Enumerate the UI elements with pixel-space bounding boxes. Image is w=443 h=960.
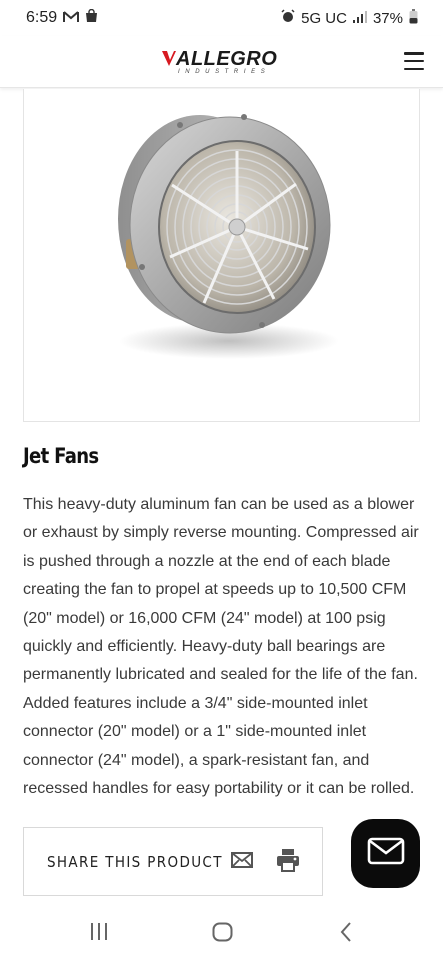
signal-icon (353, 10, 367, 27)
menu-line (404, 68, 424, 71)
hamburger-menu-icon[interactable] (404, 52, 424, 70)
allegro-logo[interactable] (162, 48, 284, 78)
mount-hole (177, 122, 183, 128)
logo-wordmark (162, 48, 277, 71)
product-description: This heavy-duty aluminum fan can be used as a blower or exhaust by simply reverse mounting. Compressed air is pushed through a nozzle at the end of each blade creating the fan to propel at speeds up to 10,500 CFM (20" model) or 16,000 CFM (24" model) at 100 psig quickly and efficiently. Heavy-duty ball bearings are permanently lubricated and sealed for the life of the fan. Added features include a 3/4" side-mounted inlet connector (20" model) or a 1" side-mounted inlet connector (24" model), a spark-resistant fan, and recessed handles for easy portability or it can be rolled. (23, 496, 419, 798)
back-icon[interactable] (340, 922, 352, 947)
logo-subtitle: INDUSTRIES (178, 69, 271, 75)
status-time: 6:59 (26, 9, 58, 26)
alarm-icon (281, 9, 295, 27)
site-header (0, 36, 443, 88)
recents-icon[interactable] (90, 922, 108, 946)
logo-v-mark (162, 48, 176, 70)
share-label: SHARE THIS PRODUCT (47, 852, 223, 871)
status-bar (0, 0, 443, 36)
product-image-frame (23, 89, 420, 422)
home-icon[interactable] (212, 922, 233, 947)
envelope-icon (367, 837, 405, 870)
mount-hole (139, 264, 145, 270)
envelope-icon[interactable] (231, 852, 253, 873)
shopping-bag-icon (85, 9, 98, 27)
status-left (26, 9, 98, 27)
menu-line (404, 60, 424, 63)
share-box (23, 827, 323, 896)
mount-hole (259, 322, 265, 328)
fan-hub (229, 219, 245, 235)
network-label: 5G UC (301, 9, 347, 27)
battery-label: 37% (372, 9, 403, 27)
product-title: Jet Fans (23, 444, 99, 468)
printer-icon[interactable] (276, 848, 300, 877)
mount-hole (241, 114, 247, 120)
gmail-icon (63, 10, 79, 27)
menu-line (404, 52, 424, 55)
contact-email-button[interactable] (351, 819, 420, 888)
android-nav-bar (0, 904, 443, 960)
product-image-jet-fan[interactable] (24, 89, 421, 422)
logo-text: ALLEGRO (176, 48, 278, 70)
status-right (281, 9, 418, 28)
battery-icon (409, 9, 418, 28)
